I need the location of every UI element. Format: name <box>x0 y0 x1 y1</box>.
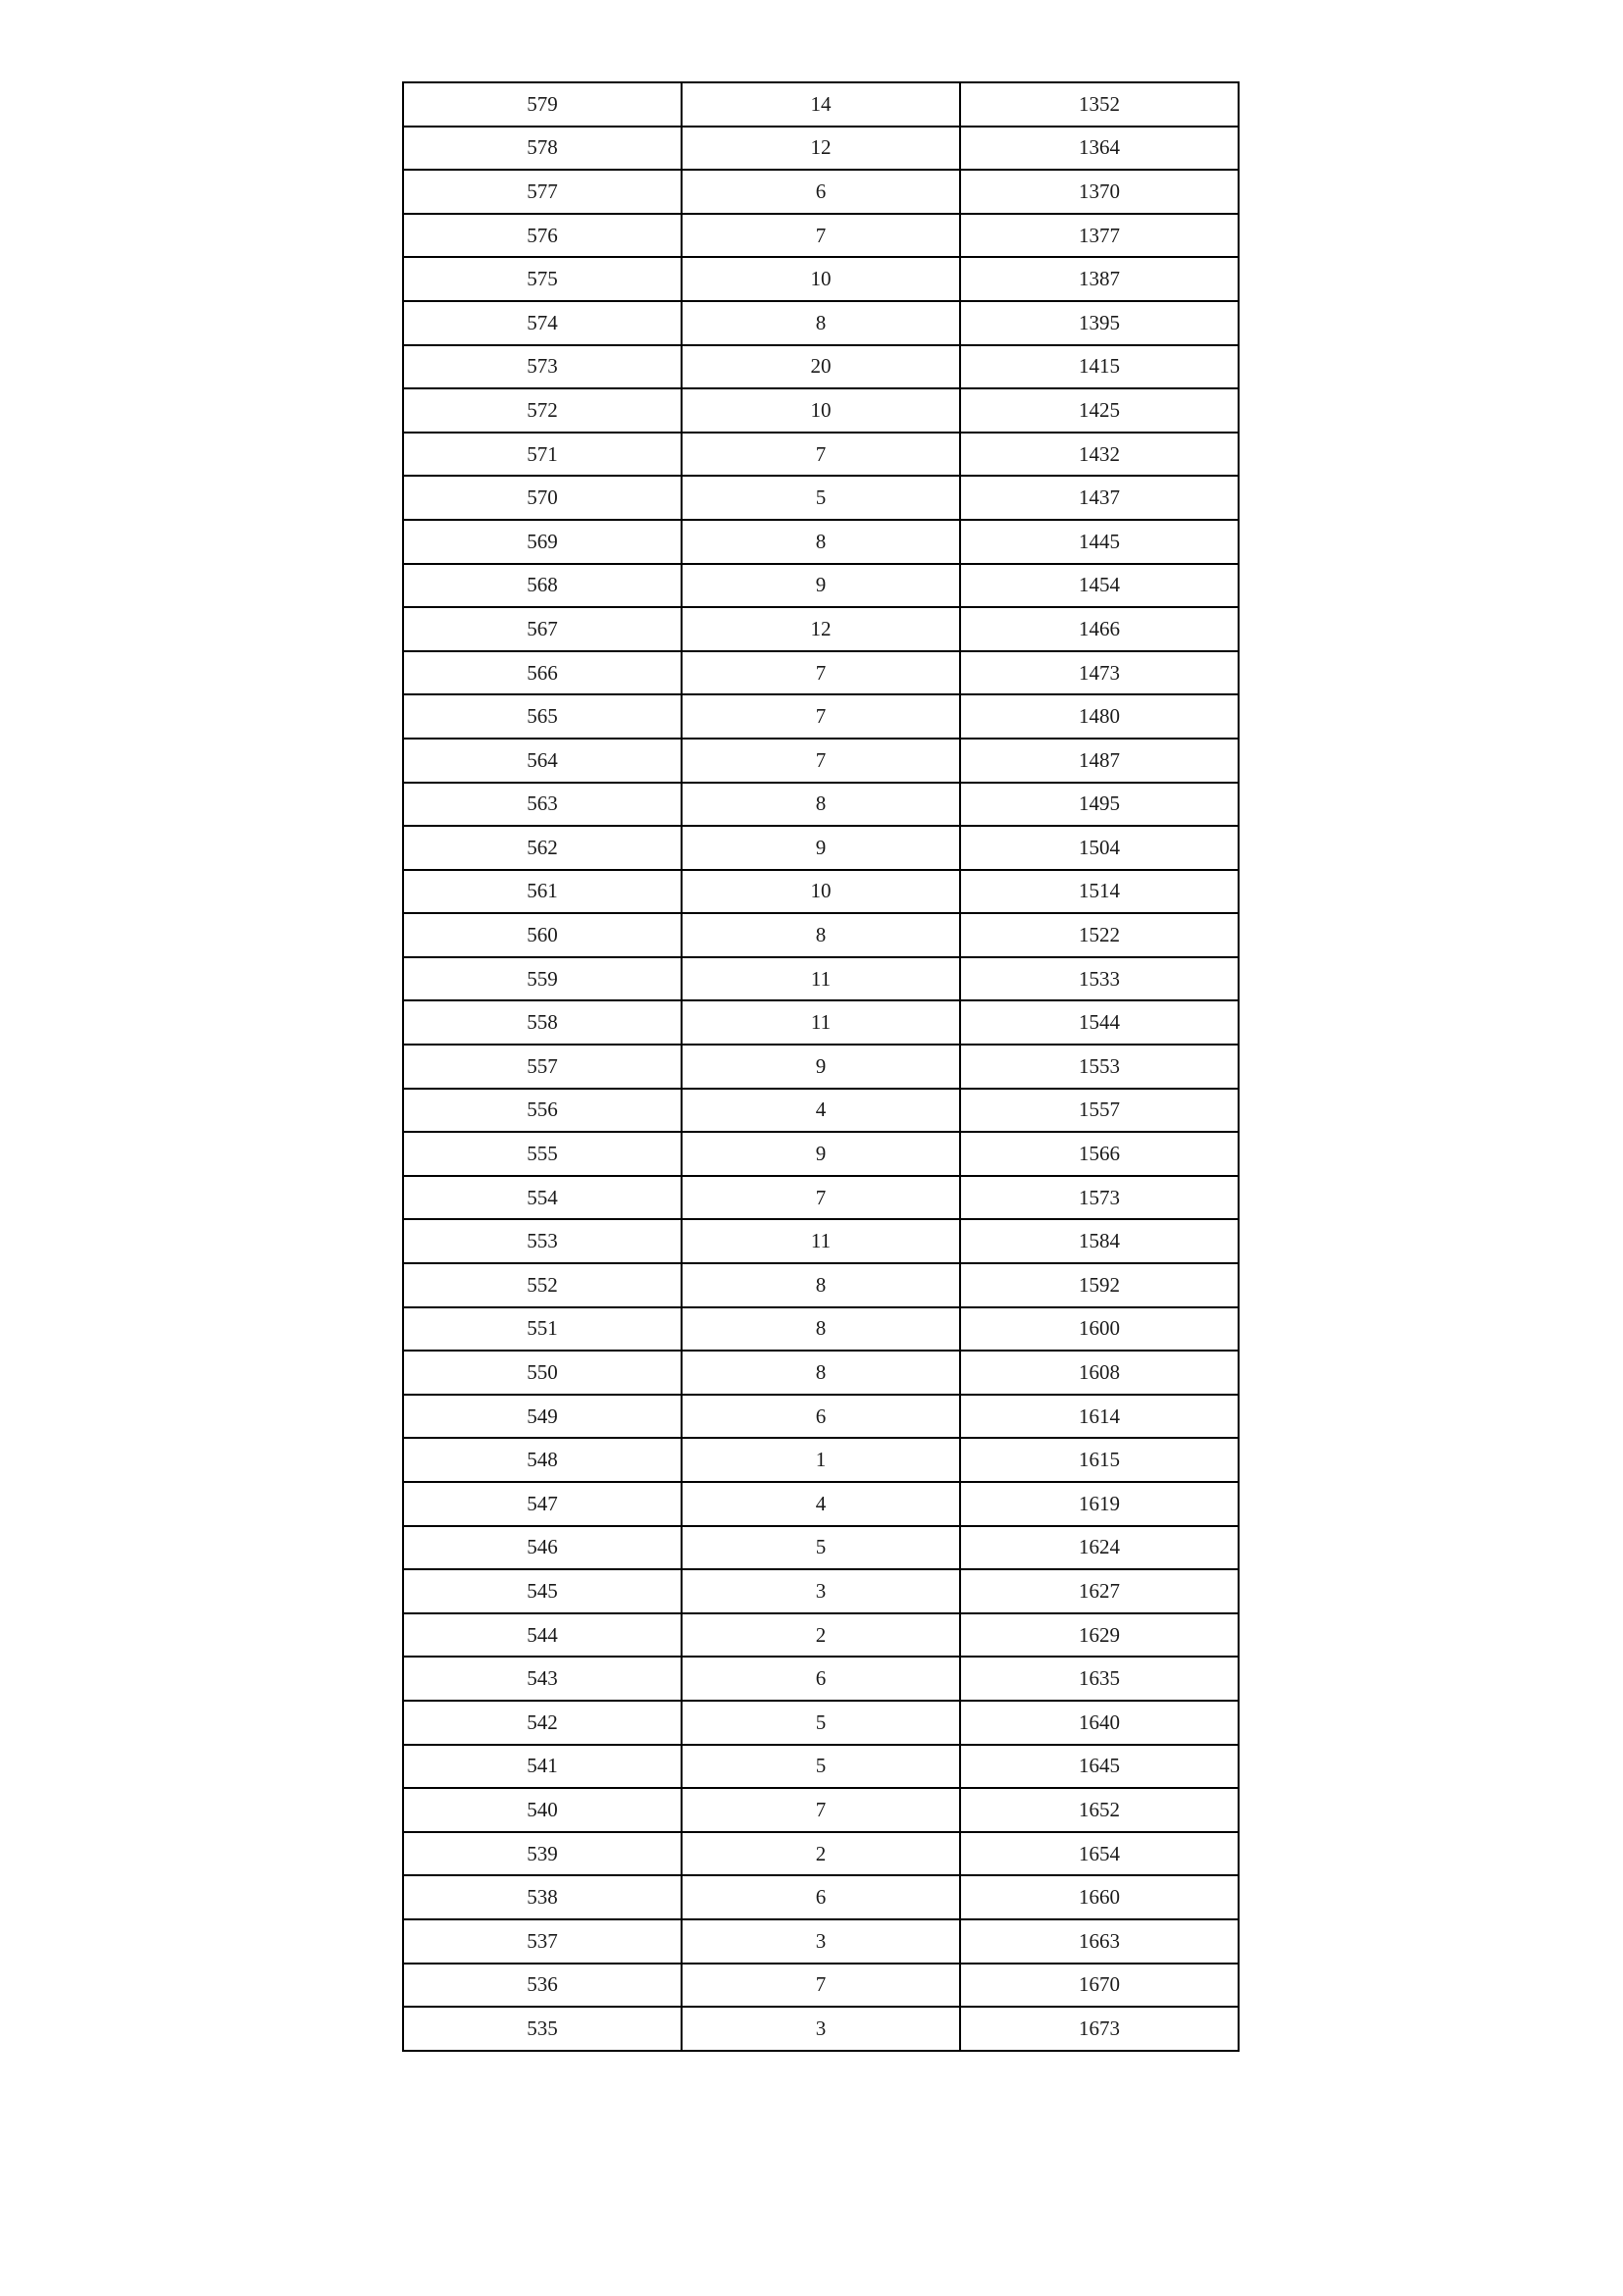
score-cell: 579 <box>403 82 682 127</box>
cumulative-cell: 1615 <box>960 1438 1239 1482</box>
table-row <box>403 1964 1239 2008</box>
cumulative-cell: 1480 <box>960 694 1239 739</box>
table-row <box>403 1263 1239 1307</box>
score-cell: 575 <box>403 257 682 301</box>
table-row <box>403 1919 1239 1964</box>
count-cell: 6 <box>682 1875 960 1919</box>
table-row <box>403 1657 1239 1701</box>
count-cell: 7 <box>682 651 960 695</box>
table-row <box>403 1569 1239 1613</box>
cumulative-cell: 1514 <box>960 870 1239 914</box>
score-distribution-table <box>402 81 1240 2052</box>
score-cell: 555 <box>403 1132 682 1176</box>
count-cell: 5 <box>682 1701 960 1745</box>
count-cell: 6 <box>682 1395 960 1439</box>
count-cell: 5 <box>682 1526 960 1570</box>
table-row <box>403 913 1239 957</box>
score-cell: 574 <box>403 301 682 345</box>
cumulative-cell: 1522 <box>960 913 1239 957</box>
count-cell: 7 <box>682 1788 960 1832</box>
count-cell: 4 <box>682 1089 960 1133</box>
table-row <box>403 1613 1239 1658</box>
score-cell: 577 <box>403 170 682 214</box>
table-row <box>403 1701 1239 1745</box>
cumulative-cell: 1584 <box>960 1219 1239 1263</box>
score-cell: 535 <box>403 2007 682 2051</box>
score-cell: 573 <box>403 345 682 389</box>
cumulative-cell: 1640 <box>960 1701 1239 1745</box>
count-cell: 2 <box>682 1832 960 1876</box>
count-cell: 9 <box>682 564 960 608</box>
score-cell: 562 <box>403 826 682 870</box>
count-cell: 8 <box>682 783 960 827</box>
count-cell: 7 <box>682 214 960 258</box>
count-cell: 3 <box>682 1919 960 1964</box>
cumulative-cell: 1377 <box>960 214 1239 258</box>
count-cell: 3 <box>682 1569 960 1613</box>
cumulative-cell: 1592 <box>960 1263 1239 1307</box>
table-row <box>403 1045 1239 1089</box>
cumulative-cell: 1454 <box>960 564 1239 608</box>
score-cell: 540 <box>403 1788 682 1832</box>
count-cell: 10 <box>682 257 960 301</box>
cumulative-cell: 1466 <box>960 607 1239 651</box>
score-cell: 542 <box>403 1701 682 1745</box>
table-row <box>403 257 1239 301</box>
table-row <box>403 1132 1239 1176</box>
count-cell: 10 <box>682 388 960 433</box>
table-row <box>403 1526 1239 1570</box>
score-cell: 541 <box>403 1745 682 1789</box>
score-cell: 538 <box>403 1875 682 1919</box>
score-cell: 536 <box>403 1964 682 2008</box>
count-cell: 8 <box>682 1307 960 1352</box>
cumulative-cell: 1415 <box>960 345 1239 389</box>
score-cell: 549 <box>403 1395 682 1439</box>
table-row <box>403 388 1239 433</box>
cumulative-cell: 1654 <box>960 1832 1239 1876</box>
table-row <box>403 870 1239 914</box>
score-cell: 550 <box>403 1351 682 1395</box>
score-cell: 563 <box>403 783 682 827</box>
count-cell: 12 <box>682 607 960 651</box>
score-cell: 571 <box>403 433 682 477</box>
count-cell: 10 <box>682 870 960 914</box>
cumulative-cell: 1652 <box>960 1788 1239 1832</box>
table-row <box>403 127 1239 171</box>
table-row <box>403 1000 1239 1045</box>
table-row <box>403 826 1239 870</box>
cumulative-cell: 1614 <box>960 1395 1239 1439</box>
count-cell: 8 <box>682 520 960 564</box>
cumulative-cell: 1600 <box>960 1307 1239 1352</box>
table-row <box>403 1395 1239 1439</box>
table-row <box>403 1307 1239 1352</box>
table-row <box>403 1745 1239 1789</box>
count-cell: 5 <box>682 1745 960 1789</box>
cumulative-cell: 1544 <box>960 1000 1239 1045</box>
score-cell: 546 <box>403 1526 682 1570</box>
count-cell: 7 <box>682 694 960 739</box>
count-cell: 6 <box>682 1657 960 1701</box>
cumulative-cell: 1387 <box>960 257 1239 301</box>
table-row <box>403 739 1239 783</box>
cumulative-cell: 1533 <box>960 957 1239 1001</box>
cumulative-cell: 1395 <box>960 301 1239 345</box>
count-cell: 2 <box>682 1613 960 1658</box>
score-cell: 547 <box>403 1482 682 1526</box>
table-row <box>403 783 1239 827</box>
count-cell: 11 <box>682 1000 960 1045</box>
cumulative-cell: 1432 <box>960 433 1239 477</box>
table-row <box>403 433 1239 477</box>
table-row <box>403 1438 1239 1482</box>
table-row <box>403 564 1239 608</box>
score-cell: 545 <box>403 1569 682 1613</box>
cumulative-cell: 1660 <box>960 1875 1239 1919</box>
count-cell: 8 <box>682 301 960 345</box>
cumulative-cell: 1629 <box>960 1613 1239 1658</box>
count-cell: 7 <box>682 1176 960 1220</box>
table-row <box>403 1176 1239 1220</box>
cumulative-cell: 1473 <box>960 651 1239 695</box>
score-cell: 576 <box>403 214 682 258</box>
cumulative-cell: 1673 <box>960 2007 1239 2051</box>
score-cell: 565 <box>403 694 682 739</box>
table-row <box>403 345 1239 389</box>
table-row <box>403 214 1239 258</box>
count-cell: 12 <box>682 127 960 171</box>
score-cell: 566 <box>403 651 682 695</box>
table-row <box>403 1482 1239 1526</box>
cumulative-cell: 1425 <box>960 388 1239 433</box>
count-cell: 5 <box>682 476 960 520</box>
cumulative-cell: 1557 <box>960 1089 1239 1133</box>
score-cell: 544 <box>403 1613 682 1658</box>
table-row <box>403 607 1239 651</box>
cumulative-cell: 1566 <box>960 1132 1239 1176</box>
score-cell: 537 <box>403 1919 682 1964</box>
cumulative-cell: 1573 <box>960 1176 1239 1220</box>
cumulative-cell: 1495 <box>960 783 1239 827</box>
table-row <box>403 651 1239 695</box>
cumulative-cell: 1670 <box>960 1964 1239 2008</box>
count-cell: 8 <box>682 913 960 957</box>
count-cell: 9 <box>682 1132 960 1176</box>
score-cell: 560 <box>403 913 682 957</box>
count-cell: 8 <box>682 1351 960 1395</box>
score-cell: 553 <box>403 1219 682 1263</box>
count-cell: 4 <box>682 1482 960 1526</box>
count-cell: 7 <box>682 739 960 783</box>
cumulative-cell: 1370 <box>960 170 1239 214</box>
table-body <box>403 82 1239 2051</box>
count-cell: 20 <box>682 345 960 389</box>
cumulative-cell: 1635 <box>960 1657 1239 1701</box>
score-cell: 561 <box>403 870 682 914</box>
cumulative-cell: 1352 <box>960 82 1239 127</box>
table-row <box>403 476 1239 520</box>
score-cell: 556 <box>403 1089 682 1133</box>
cumulative-cell: 1553 <box>960 1045 1239 1089</box>
cumulative-cell: 1645 <box>960 1745 1239 1789</box>
score-cell: 564 <box>403 739 682 783</box>
count-cell: 1 <box>682 1438 960 1482</box>
score-cell: 548 <box>403 1438 682 1482</box>
score-cell: 552 <box>403 1263 682 1307</box>
score-cell: 570 <box>403 476 682 520</box>
score-cell: 543 <box>403 1657 682 1701</box>
cumulative-cell: 1619 <box>960 1482 1239 1526</box>
table-row <box>403 1832 1239 1876</box>
cumulative-cell: 1437 <box>960 476 1239 520</box>
score-cell: 559 <box>403 957 682 1001</box>
cumulative-cell: 1624 <box>960 1526 1239 1570</box>
table-row <box>403 2007 1239 2051</box>
table-row <box>403 170 1239 214</box>
score-cell: 567 <box>403 607 682 651</box>
table-row <box>403 1089 1239 1133</box>
cumulative-cell: 1364 <box>960 127 1239 171</box>
table-row <box>403 520 1239 564</box>
count-cell: 7 <box>682 433 960 477</box>
score-cell: 557 <box>403 1045 682 1089</box>
table-row <box>403 1875 1239 1919</box>
score-cell: 578 <box>403 127 682 171</box>
count-cell: 14 <box>682 82 960 127</box>
count-cell: 3 <box>682 2007 960 2051</box>
count-cell: 11 <box>682 1219 960 1263</box>
cumulative-cell: 1627 <box>960 1569 1239 1613</box>
table-row <box>403 301 1239 345</box>
count-cell: 9 <box>682 1045 960 1089</box>
count-cell: 7 <box>682 1964 960 2008</box>
table-row <box>403 694 1239 739</box>
table-row <box>403 1788 1239 1832</box>
score-cell: 572 <box>403 388 682 433</box>
score-cell: 568 <box>403 564 682 608</box>
table-row <box>403 1219 1239 1263</box>
score-cell: 551 <box>403 1307 682 1352</box>
count-cell: 9 <box>682 826 960 870</box>
table-row <box>403 82 1239 127</box>
count-cell: 8 <box>682 1263 960 1307</box>
cumulative-cell: 1608 <box>960 1351 1239 1395</box>
score-cell: 569 <box>403 520 682 564</box>
cumulative-cell: 1445 <box>960 520 1239 564</box>
count-cell: 6 <box>682 170 960 214</box>
cumulative-cell: 1663 <box>960 1919 1239 1964</box>
score-cell: 539 <box>403 1832 682 1876</box>
cumulative-cell: 1487 <box>960 739 1239 783</box>
table-row <box>403 1351 1239 1395</box>
score-cell: 554 <box>403 1176 682 1220</box>
score-cell: 558 <box>403 1000 682 1045</box>
table-row <box>403 957 1239 1001</box>
cumulative-cell: 1504 <box>960 826 1239 870</box>
count-cell: 11 <box>682 957 960 1001</box>
